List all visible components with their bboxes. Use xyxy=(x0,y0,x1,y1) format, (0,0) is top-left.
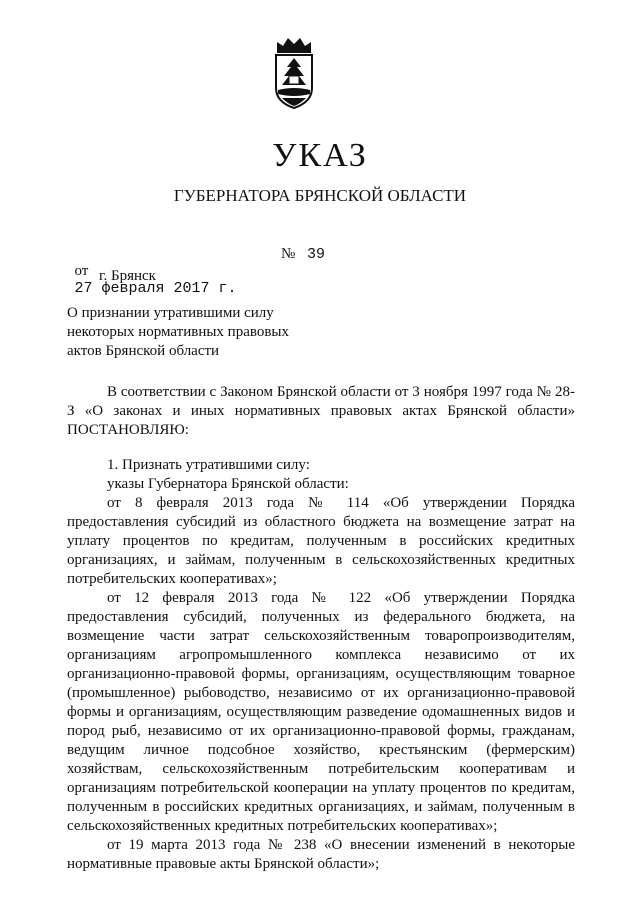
subject-line-3: актов Брянской области xyxy=(67,343,220,359)
number-label: № xyxy=(281,246,296,262)
item-1-heading: 1. Признать утратившими силу: xyxy=(107,457,310,473)
bryansk-coat-of-arms-icon xyxy=(269,36,319,110)
subject-line-1: О признании утратившими силу xyxy=(67,305,274,321)
document-place: г. Брянск xyxy=(99,268,156,284)
document-subtitle: ГУБЕРНАТОРА БРЯНСКОЙ ОБЛАСТИ xyxy=(173,186,467,205)
document-subject xyxy=(67,304,307,361)
ukazy-heading: указы Губернатора Брянской области: xyxy=(107,476,349,492)
list-item: от 12 февраля 2013 года № 122 «Об утверждении Порядка предоставления субсидий, полученных из федерального бюджета, на возмещение части затрат сельскохозяйственным товаропроизводителям, организациям агропромышленного комплекса независимо от их организационно-правовой формы, организациям, осуществляющим товарное (промышленное) рыбоводство, независимо от их организационно-правовой формы и организациям, осуществляющим разведение одомашненных видов и пород рыб, независимо от их организационно-правовой формы, гражданам, ведущим личное подсобное хозяйство, крестьянским (фермерским) хозяйствам, сельскохозяйственным потребительским кооперативам и организациям потребительской кооперации на уплату процентов по кредитам, полученным в российских кредитных организациях, и займам, полученным в сельскохозяйственных кредитных потребительских кооперативах»; xyxy=(67,590,575,834)
document-date: 27 февраля 2017 г. xyxy=(74,280,237,297)
preamble-paragraph: В соответствии с Законом Брянской области от 3 ноября 1997 года № 28-З «О законах и иных нормативных правовых актах Брянской области» ПОСТАНОВЛЯЮ: xyxy=(67,384,575,438)
list-item: от 8 февраля 2013 года № 114 «Об утверждении Порядка предоставления субсидий из областного бюджета на возмещение затрат на уплату процентов по кредитам, полученным в российских кредитных организациях, и займам, полученным в сельскохозяйственных кредитных потребительских кооперативах»; xyxy=(67,495,575,587)
document-number: 39 xyxy=(307,246,326,263)
document-body xyxy=(67,383,575,874)
subject-line-2: некоторых нормативных правовых xyxy=(67,324,290,340)
list-item: от 19 марта 2013 года № 238 «О внесении изменений в некоторые нормативные правовые акты Брянской области»; xyxy=(67,837,575,872)
document-title: УКАЗ xyxy=(272,137,368,174)
date-prefix: от xyxy=(74,263,89,279)
